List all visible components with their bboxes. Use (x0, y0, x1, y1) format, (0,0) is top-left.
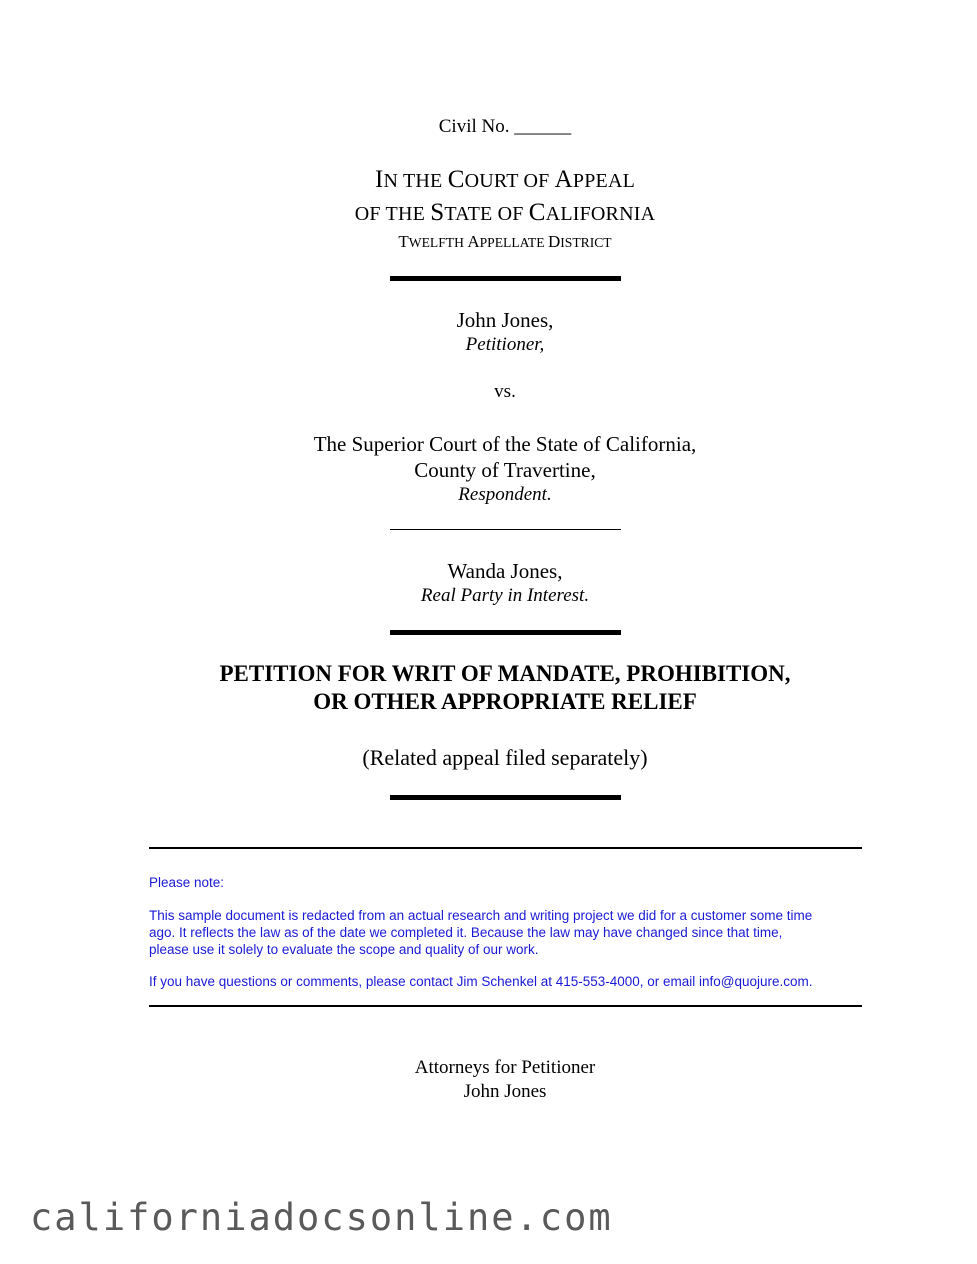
respondent-line1: The Superior Court of the State of California, (313, 432, 697, 456)
divider-rule-thick (390, 795, 621, 800)
attorneys-client: John Jones (463, 1081, 547, 1102)
petitioner-name: John Jones, (456, 308, 554, 332)
notice-paragraph-line3: please use it solely to evaluate the scope and quality of our work. (149, 942, 539, 957)
notice-paragraph-line2: ago. It reflects the law as of the date we completed it. Because the law may have changed since that time, (149, 925, 783, 940)
divider-rule-thick (390, 276, 621, 281)
document-title-line2: OR OTHER APPROPRIATE RELIEF (313, 689, 697, 714)
related-appeal-note: (Related appeal filed separately) (362, 745, 648, 770)
document-title-line1: PETITION FOR WRIT OF MANDATE, PROHIBITION, (219, 661, 791, 686)
civil-number: Civil No. ______ (438, 116, 572, 137)
attorneys-label: Attorneys for Petitioner (414, 1057, 596, 1078)
real-party-name: Wanda Jones, (447, 559, 563, 583)
respondent-line2: County of Travertine, (414, 458, 596, 482)
court-name-line2: OF THE STATE OF CALIFORNIA (354, 199, 656, 226)
notice-heading: Please note: (149, 875, 225, 890)
notice-paragraph-line1: This sample document is redacted from an actual research and writing project we did for a customer some time (149, 908, 813, 923)
divider-rule-thick (390, 630, 621, 635)
petitioner-role: Petitioner, (465, 334, 545, 355)
appellate-district: TWELFTH APPELLATE DISTRICT (398, 232, 612, 251)
notice-contact: If you have questions or comments, please contact Jim Schenkel at 415-553-4000, or email info@quojure.com. (149, 974, 813, 989)
watermark-text: californiadocsonline.com (30, 1196, 613, 1239)
versus-label: vs. (494, 381, 516, 402)
court-name-line1: IN THE COURT OF APPEAL (374, 166, 636, 193)
respondent-role: Respondent. (458, 484, 552, 505)
notice-bottom-rule (149, 1005, 862, 1007)
real-party-role: Real Party in Interest. (420, 585, 590, 606)
notice-top-rule (149, 847, 862, 849)
divider-rule-thin (390, 529, 621, 530)
